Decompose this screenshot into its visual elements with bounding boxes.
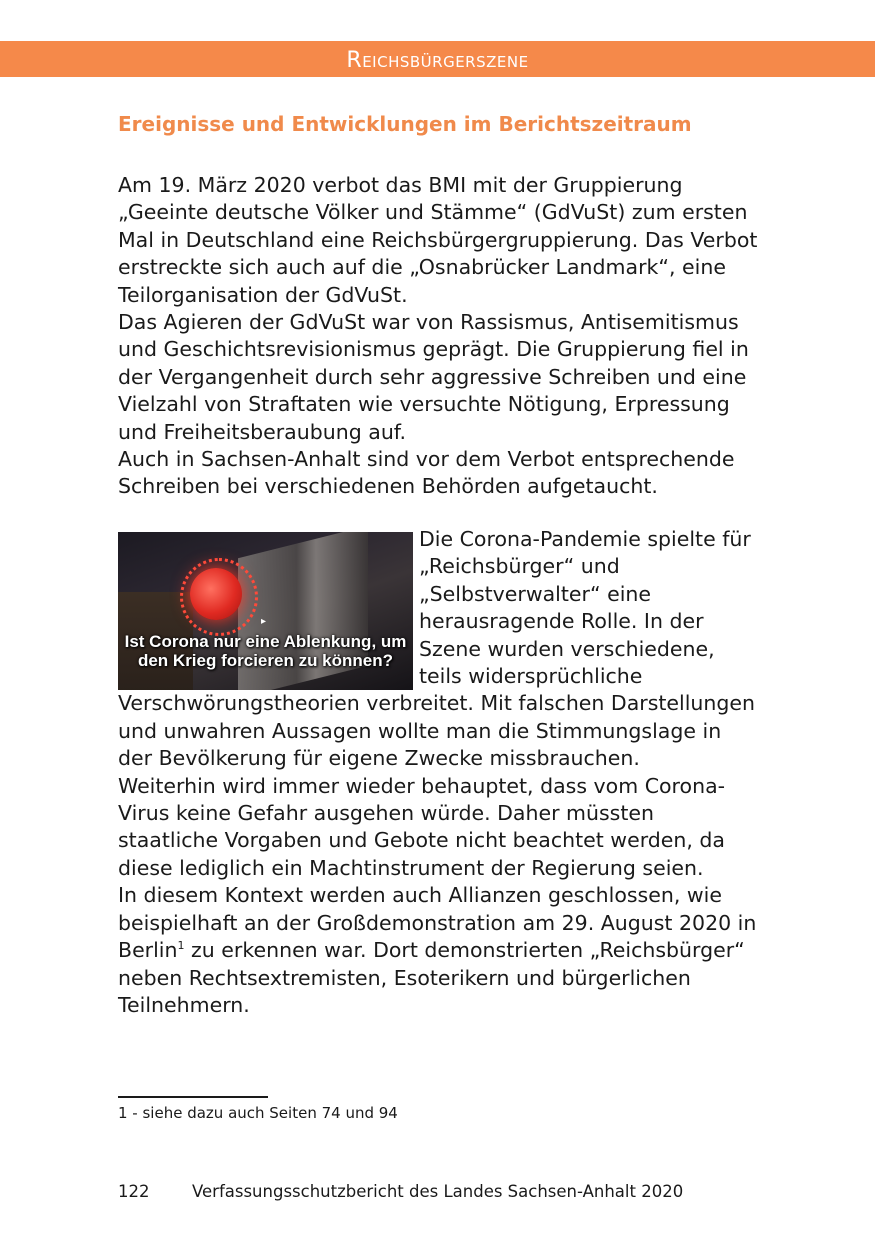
paragraph: Die Corona-Pandemie spielte für „Reichsbürger“ und „Selbstverwalter“ eine herausragende Rolle. In der Szene wurden verschiedene, teils widersprüchliche Verschwörungstheorien verbreitet. Mit falschen Darstellungen und unwahren Aussagen wollte man die Stimmungslage in der Bevölkerung für eigene Zwecke missbrauchen. — [118, 527, 756, 771]
paragraph: Das Agieren der GdVuSt war von Rassismus, Antisemitismus und Geschichtsrevisionismus geprägt. Die Gruppierung fiel in der Vergangenheit durch sehr aggressive Schreiben und eine Vielzahl von Straftaten wie versuchte Nötigung, Erpressung und Freiheitsberaubung auf. — [118, 310, 749, 444]
page-footer — [118, 1182, 683, 1201]
video-caption: Ist Corona nur eine Ablenkung, um den Krieg forcieren zu können? — [124, 632, 407, 670]
virus-illustration-icon — [190, 568, 242, 620]
section-banner — [0, 41, 875, 77]
footnote-divider — [118, 1096, 268, 1098]
text-block-verbot — [118, 172, 758, 501]
embedded-video-still[interactable] — [118, 532, 413, 690]
paragraph-text: In diesem Kontext werden auch Allianzen geschlossen, wie beispielhaft an der Großdemonstration am 29. August 2020 in Berlin — [118, 883, 757, 963]
section-heading: Ereignisse und Entwicklungen im Berichtszeitraum — [118, 112, 692, 136]
paragraph — [118, 882, 758, 1019]
paragraph: Weiterhin wird immer wieder behauptet, dass vom Corona-Virus keine Gefahr ausgehen würde. Daher müssten staatliche Vorgaben und Gebote nicht beachtet werden, da diese lediglich ein Machtinstrument der Regierung seien. — [118, 773, 726, 880]
publication-title: Verfassungsschutzbericht des Landes Sachsen-Anhalt 2020 — [192, 1182, 684, 1201]
footnote: 1 - siehe dazu auch Seiten 74 und 94 — [118, 1104, 398, 1122]
text-block-corona — [118, 526, 758, 1019]
paragraph: Auch in Sachsen-Anhalt sind vor dem Verbot entsprechende Schreiben bei verschiedenen Behörden aufgetaucht. — [118, 447, 735, 499]
paragraph: Am 19. März 2020 verbot das BMI mit der Gruppierung „Geeinte deutsche Völker und Stämme“ (GdVuSt) zum ersten Mal in Deutschland eine Reichsbürgergruppierung. Das Verbot erstreckte sich auch auf die „Osnabrücker Landmark“, eine Teilorganisation der GdVuSt. — [118, 173, 758, 307]
play-icon[interactable]: ▸ — [261, 616, 267, 627]
footnote-marker: 1 — [177, 939, 185, 953]
page-number: 122 — [118, 1182, 150, 1201]
banner-title: Reichsbürgerszene — [346, 48, 529, 73]
paragraph-text: zu erkennen war. Dort demonstrierten „Reichsbürger“ neben Rechtsextremisten, Esoterikern und bürgerlichen Teilnehmern. — [118, 938, 745, 1017]
